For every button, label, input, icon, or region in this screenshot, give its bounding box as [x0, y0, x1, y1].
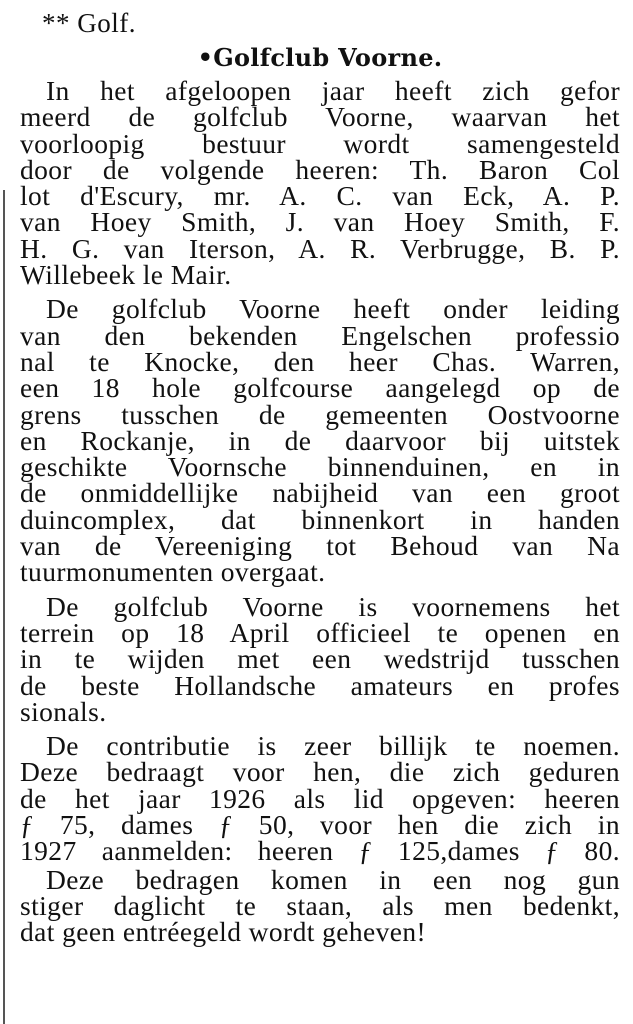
text-line: stiger daglicht te staan, als men bedenkt,: [20, 889, 620, 921]
text-line: van Hoey Smith, J. van Hoey Smith, F.: [20, 206, 620, 238]
text-line: geschikte Voornsche binnenduinen, en in: [20, 451, 620, 483]
text-line: Deze bedraagt voor hen, die zich geduren: [20, 756, 620, 788]
text-line: van den bekenden Engelschen professio: [20, 319, 620, 351]
section-label: ** Golf.: [42, 8, 136, 38]
text-line: voorloopig bestuur wordt samengesteld: [20, 127, 620, 159]
text-line: De contributie is zeer billijk te noemen.: [46, 730, 620, 762]
text-line: Willebeek le Mair.: [20, 259, 232, 291]
text-line: Deze bedragen komen in een nog gun: [46, 863, 620, 895]
text-line: sionals.: [20, 695, 107, 727]
text-line: De golfclub Voorne is voornemens het: [46, 590, 620, 622]
paragraph-board-members: [20, 75, 620, 291]
text-line: en Rockanje, in de daarvoor bij uitstek: [20, 424, 620, 456]
text-line: meerd de golfclub Voorne, waarvan het: [20, 101, 620, 133]
text-line: ƒ 75, dames ƒ 50, voor hen die zich in: [20, 809, 620, 841]
text-line: grens tusschen de gemeenten Oostvoorne: [20, 398, 620, 430]
text-line: de onmiddellijke nabijheid van een groot: [20, 477, 620, 509]
text-line: de het jaar 1926 als lid opgeven: heeren: [20, 782, 620, 814]
paragraph-opening: [20, 590, 620, 727]
text-line: nal te Knocke, den heer Chas. Warren,: [20, 345, 620, 377]
paragraph-contribution: [20, 730, 620, 867]
text-line: dat geen entréegeld wordt geheven!: [20, 916, 427, 948]
text-line: H. G. van Iterson, A. R. Verbrugge, B. P.: [20, 232, 620, 264]
text-line: De golfclub Voorne heeft onder leiding: [46, 293, 620, 325]
text-line: In het afgeloopen jaar heeft zich gefor: [46, 75, 620, 106]
text-line: tuurmonumenten overgaat.: [20, 556, 326, 588]
text-line: van de Vereeniging tot Behoud van Na: [20, 530, 620, 562]
text-line: een 18 hole golfcourse aangelegd op de: [20, 372, 620, 404]
text-line: door de volgende heeren: Th. Baron Col: [20, 153, 620, 185]
text-line: lot d'Escury, mr. A. C. van Eck, A. P.: [20, 180, 620, 212]
text-line: in te wijden met een wedstrijd tusschen: [20, 643, 620, 675]
text-line: de beste Hollandsche amateurs en profes: [20, 669, 620, 701]
newspaper-clipping: [20, 6, 620, 946]
text-line: 1927 aanmelden: heeren ƒ 125,dames ƒ 80.: [20, 835, 620, 867]
text-line: terrein op 18 April officieel te openen en: [20, 616, 620, 648]
article-heading: •Golfclub Voorne.: [197, 43, 443, 72]
paragraph-golfcourse: [20, 293, 620, 588]
text-line: duincomplex, dat binnenkort in handen: [20, 503, 620, 535]
paragraph-closing: [20, 863, 620, 948]
column-divider-rule: [3, 190, 5, 1024]
